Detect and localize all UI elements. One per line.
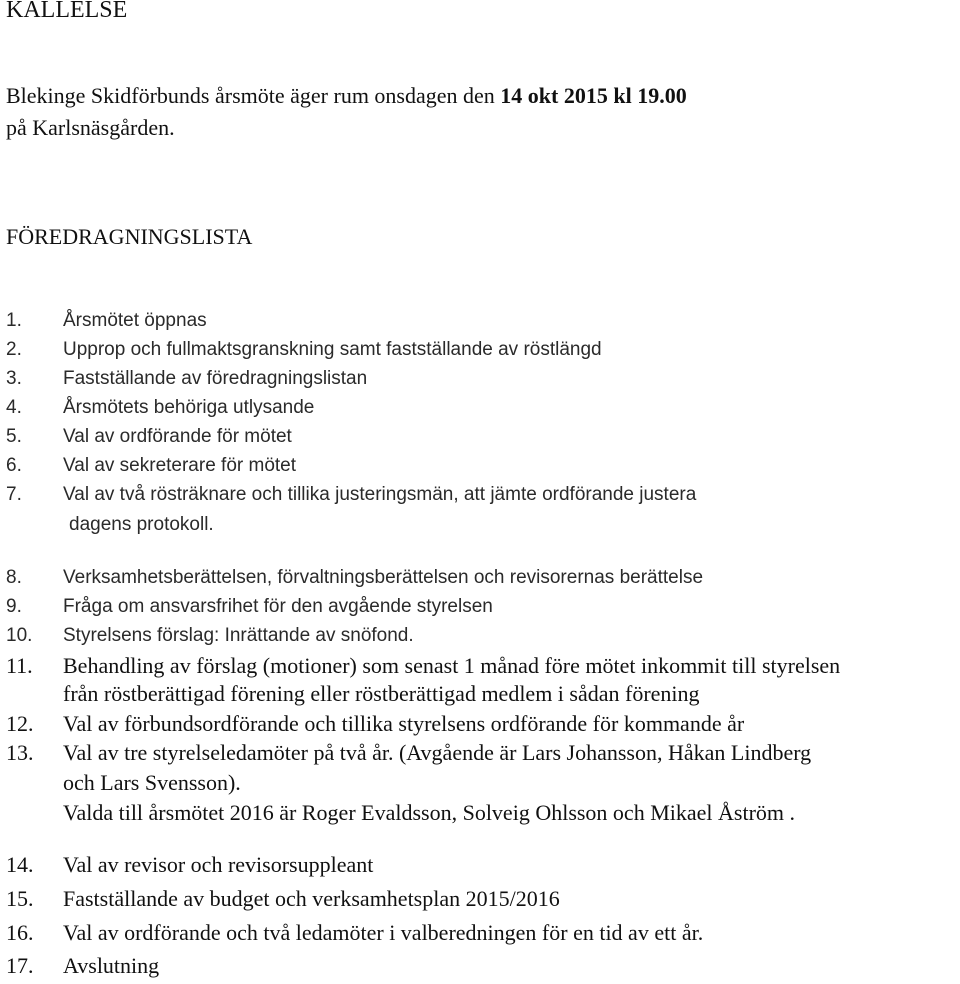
item-continuation: från röstberättigad förening eller röstberättigad medlem i sådan förening <box>63 681 700 706</box>
item-number: 12. <box>6 711 34 736</box>
intro-line-2: på Karlsnäsgården. <box>6 115 175 140</box>
item-continuation: dagens protokoll. <box>69 514 214 535</box>
item-text: Val av ordförande och två ledamöter i valberedningen för en tid av ett år. <box>63 920 704 945</box>
item-text: Fastställande av budget och verksamhetsplan 2015/2016 <box>63 886 560 911</box>
item-number: 1. <box>6 310 22 331</box>
item-text: Fråga om ansvarsfrihet för den avgående styrelsen <box>63 596 493 617</box>
item-number: 14. <box>6 852 34 877</box>
item-number: 15. <box>6 886 34 911</box>
item-number: 10. <box>6 625 33 646</box>
agenda-heading: FÖREDRAGNINGSLISTA <box>6 224 253 249</box>
item-text: Verksamhetsberättelsen, förvaltningsberättelsen och revisorernas berättelse <box>63 567 704 588</box>
item-text: Val av ordförande för mötet <box>63 426 292 447</box>
item-continuation: Valda till årsmötet 2016 är Roger Evaldsson, Solveig Ohlsson och Mikael Åström . <box>63 800 796 825</box>
item-text: Val av sekreterare för mötet <box>63 455 297 476</box>
item-continuation: och Lars Svensson). <box>63 770 241 795</box>
item-number: 8. <box>6 567 22 588</box>
item-text: Upprop och fullmaktsgranskning samt fastställande av röstlängd <box>63 339 602 360</box>
document-title: KALLELSE <box>6 0 128 23</box>
item-number: 9. <box>6 596 22 617</box>
item-text: Styrelsens förslag: Inrättande av snöfond. <box>63 625 414 646</box>
item-text: Val av två rösträknare och tillika justeringsmän, att jämte ordförande justera <box>63 484 697 505</box>
item-number: 13. <box>6 740 34 765</box>
item-text: Årsmötet öppnas <box>63 310 207 331</box>
item-number: 17. <box>6 953 34 978</box>
item-number: 3. <box>6 368 22 389</box>
item-text: Årsmötets behöriga utlysande <box>63 397 315 418</box>
item-text: Fastställande av föredragningslistan <box>63 368 368 389</box>
item-text: Val av revisor och revisorsuppleant <box>63 852 374 877</box>
item-number: 16. <box>6 920 34 945</box>
item-text: Avslutning <box>63 953 160 978</box>
item-text: Val av tre styrelseledamöter på två år. (Avgående är Lars Johansson, Håkan Lindberg <box>63 740 812 765</box>
item-number: 6. <box>6 455 22 476</box>
item-number: 11. <box>6 653 33 678</box>
item-number: 5. <box>6 426 22 447</box>
intro-date-time: 14 okt 2015 kl 19.00 <box>500 83 687 108</box>
item-text: Val av förbundsordförande och tillika styrelsens ordförande för kommande år <box>63 711 745 736</box>
intro-text: Blekinge Skidförbunds årsmöte äger rum onsdagen den <box>6 83 501 108</box>
item-number: 7. <box>6 484 22 505</box>
intro-line-1 <box>6 82 687 110</box>
item-text: Behandling av förslag (motioner) som senast 1 månad före mötet inkommit till styrelsen <box>63 653 841 678</box>
item-number: 4. <box>6 397 22 418</box>
item-number: 2. <box>6 339 22 360</box>
